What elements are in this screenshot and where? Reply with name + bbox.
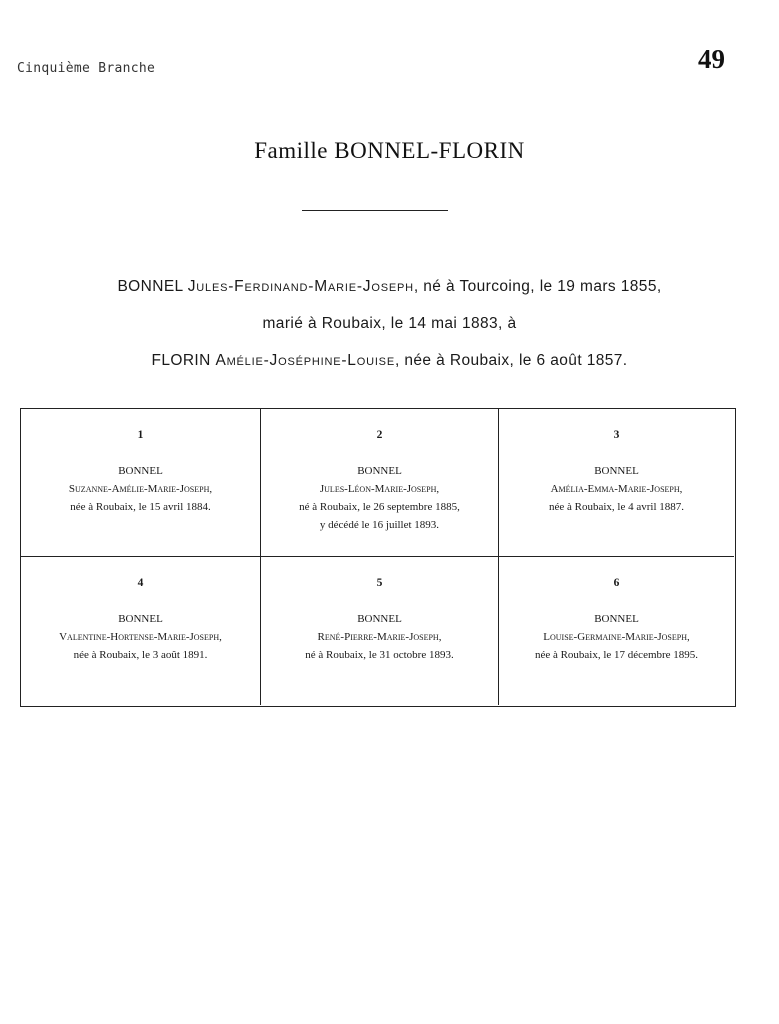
child-given-names: Amélia-Emma-Marie-Joseph, [550, 483, 683, 495]
child-birth: né à Roubaix, le 31 octobre 1893. [305, 649, 454, 661]
branch-label: Cinquième Branche [17, 61, 156, 76]
father-surname: BONNEL [117, 278, 184, 295]
child-surname: BONNEL [357, 613, 402, 625]
mother-given-names: Amélie-Joséphine-Louise [215, 352, 395, 369]
child-cell [21, 557, 261, 705]
child-given-names: Jules-Léon-Marie-Joseph, [319, 483, 440, 495]
child-birth: né à Roubaix, le 26 septembre 1885, [299, 501, 460, 513]
child-cell [261, 409, 499, 557]
child-birth: née à Roubaix, le 17 décembre 1895. [534, 649, 699, 661]
marriage-line: marié à Roubaix, le 14 mai 1883, à [262, 315, 517, 332]
father-line [0, 268, 779, 305]
father-given-names: Jules-Ferdinand-Marie-Joseph [187, 278, 414, 295]
children-table [20, 408, 736, 707]
child-cell [499, 409, 734, 557]
child-surname: BONNEL [357, 465, 402, 477]
child-given-names: Louise-Germaine-Marie-Joseph, [543, 631, 690, 643]
parents-block [0, 268, 779, 379]
child-cell [499, 557, 734, 705]
child-surname: BONNEL [594, 613, 639, 625]
child-birth: née à Roubaix, le 3 août 1891. [73, 649, 208, 661]
child-surname: BONNEL [118, 613, 163, 625]
child-number: 2 [376, 429, 383, 441]
child-surname: BONNEL [594, 465, 639, 477]
child-given-names: Valentine-Hortense-Marie-Joseph, [59, 631, 222, 643]
child-birth: née à Roubaix, le 4 avril 1887. [548, 501, 685, 513]
child-cell [261, 557, 499, 705]
child-number: 1 [137, 429, 144, 441]
page-number: 49 [698, 44, 725, 74]
mother-surname: FLORIN [151, 352, 211, 369]
title-divider [302, 210, 448, 211]
father-details: , né à Tourcoing, le 19 mars 1855, [413, 278, 662, 295]
child-surname: BONNEL [118, 465, 163, 477]
child-number: 4 [137, 577, 144, 589]
child-number: 3 [613, 429, 620, 441]
child-number: 5 [376, 577, 383, 589]
page-title: Famille BONNEL-FLORIN [254, 138, 525, 163]
child-birth: née à Roubaix, le 15 avril 1884. [70, 501, 211, 513]
child-number: 6 [613, 577, 620, 589]
child-given-names: Suzanne-Amélie-Marie-Joseph, [68, 483, 213, 495]
mother-details: , née à Roubaix, le 6 août 1857. [394, 352, 628, 369]
child-given-names: René-Pierre-Marie-Joseph, [317, 631, 442, 643]
mother-line [0, 342, 779, 379]
child-death: y décédé le 16 juillet 1893. [319, 519, 440, 531]
child-cell [21, 409, 261, 557]
